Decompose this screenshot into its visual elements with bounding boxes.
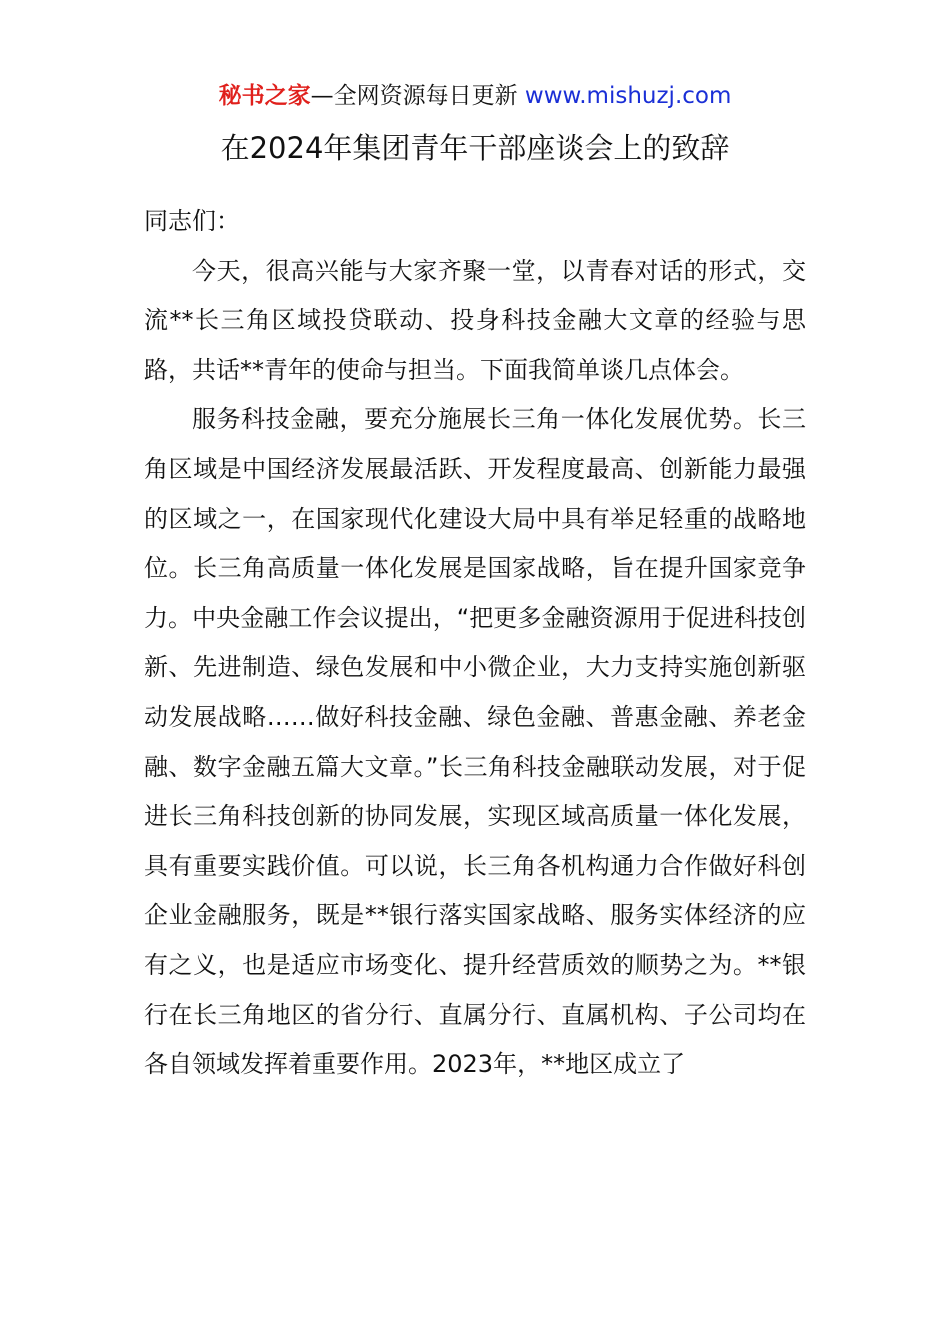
document-title: 在2024年集团青年干部座谈会上的致辞 <box>220 131 730 165</box>
site-url-link[interactable]: www.mishuzj.com <box>524 83 732 109</box>
site-header <box>0 78 950 114</box>
paragraph-1: 今天，很高兴能与大家齐聚一堂，以青春对话的形式，交流**长三角区域投贷联动、投身科技金融大文章的经验与思路，共话**青年的使命与担当。下面我简单谈几点体会。 <box>144 256 806 384</box>
salutation: 同志们： <box>144 207 240 235</box>
site-tagline: —全网资源每日更新 <box>310 83 518 109</box>
document-body <box>144 197 806 1090</box>
site-brand: 秘书之家 <box>218 83 311 109</box>
paragraph-2: 服务科技金融，要充分施展长三角一体化发展优势。长三角区域是中国经济发展最活跃、开发程度最高、创新能力最强的区域之一，在国家现代化建设大局中具有举足轻重的战略地位。长三角高质量一体化发展是国家战略，旨在提升国家竞争力。中央金融工作会议提出，“把更多金融资源用于促进科技创新、先进制造、绿色发展和中小微企业，大力支持实施创新驱动发展战略……做好科技金融、绿色金融、普惠金融、养老金融、数字金融五篇大文章。”长三角科技金融联动发展，对于促进长三角科技创新的协同发展，实现区域高质量一体化发展，具有重要实践价值。可以说，长三角各机构通力合作做好科创企业金融服务，既是**银行落实国家战略、服务实体经济的应有之义，也是适应市场变化、提升经营质效的顺势之为。**银行在长三角地区的省分行、直属分行、直属机构、子公司均在各自领域发挥着重要作用。2023年，**地区成立了 <box>144 405 806 1079</box>
